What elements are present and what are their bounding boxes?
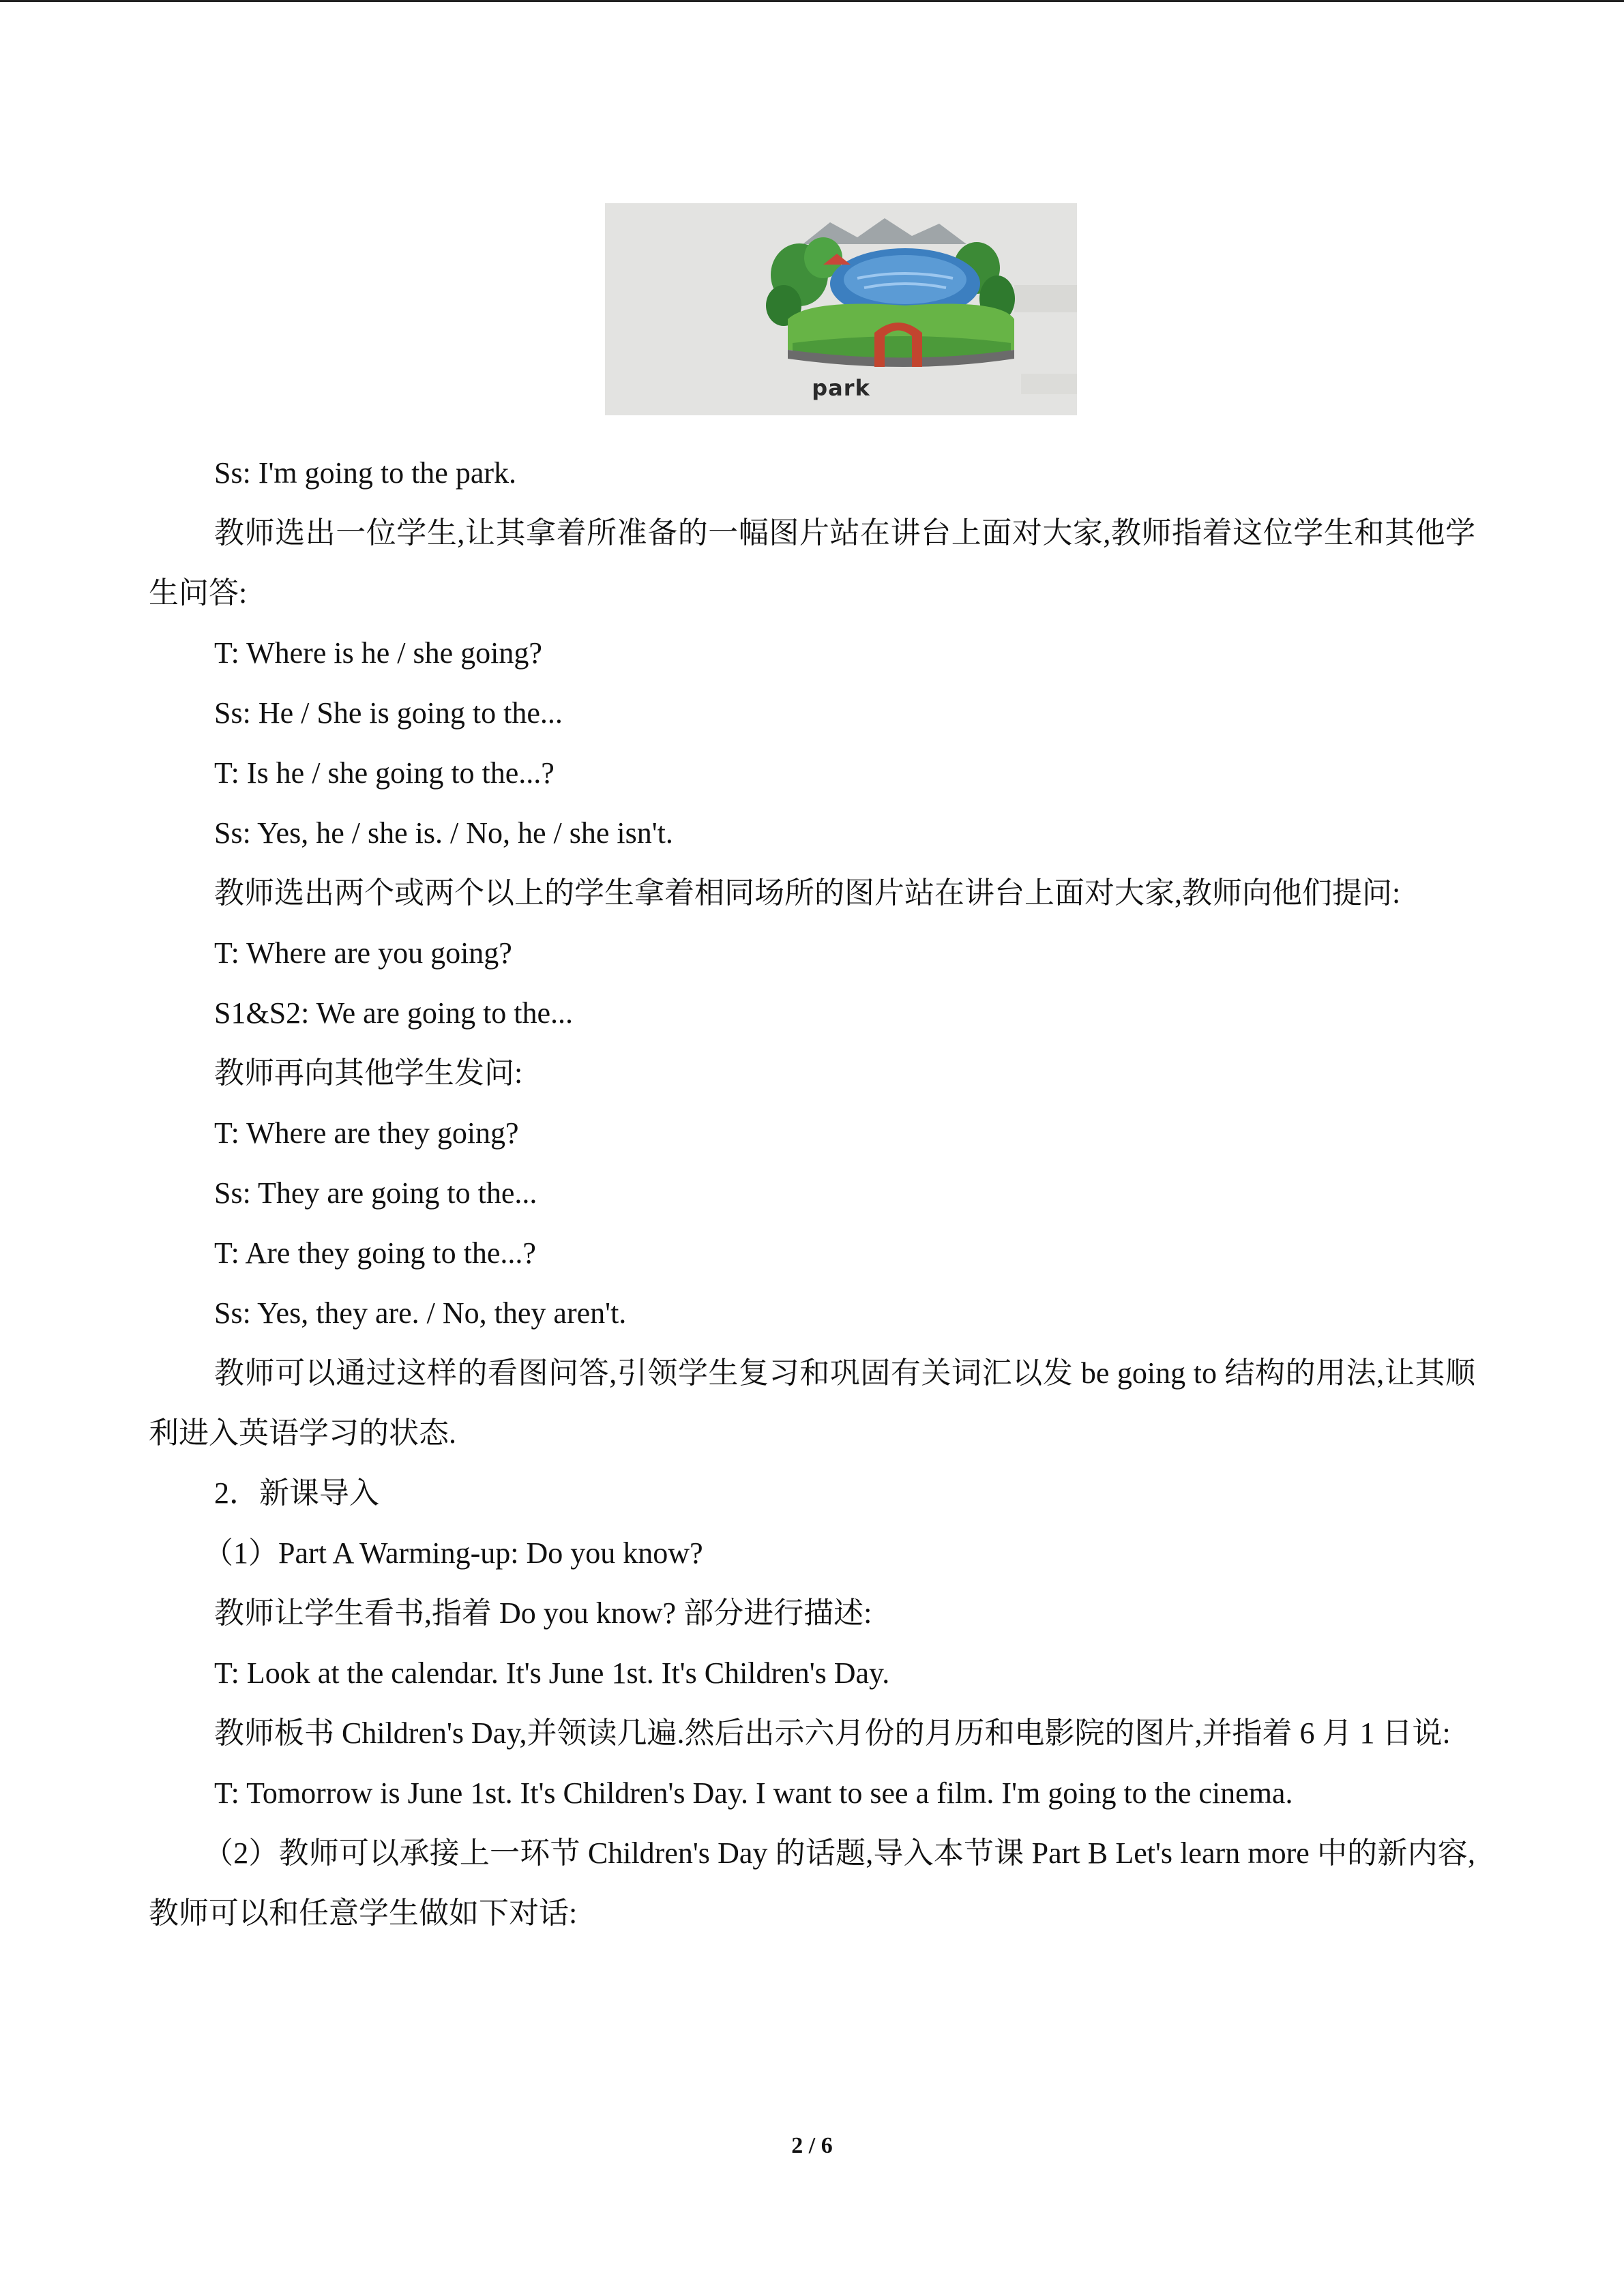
- section-heading: 2．新课导入: [214, 1476, 379, 1510]
- page-number: 2 / 6: [791, 2133, 833, 2158]
- paragraph: 教师可以通过这样的看图问答,引领学生复习和巩固有关词汇以发 be going to 结构的用法,让其顺利进入英语学习的状态.: [149, 1356, 1475, 1450]
- dialogue-line: T: Where are they going?: [214, 1116, 519, 1150]
- subsection-heading: （1）Part A Warming-up: Do you know?: [203, 1536, 703, 1570]
- dialogue-line: T: Is he / she going to the...?: [214, 756, 555, 790]
- dialogue-line: T: Are they going to the...?: [214, 1236, 536, 1270]
- dialogue-line: Ss: Yes, they are. / No, they aren't.: [214, 1296, 627, 1330]
- dialogue-line: Ss: I'm going to the park.: [214, 456, 517, 490]
- park-figure: [605, 203, 1077, 415]
- dialogue-line: T: Where are you going?: [214, 936, 512, 970]
- top-rule: [0, 0, 1624, 2]
- paragraph: 教师板书 Children's Day,并领读几遍.然后出示六月份的月历和电影院的图片,并指着 6 月 1 日说:: [214, 1716, 1451, 1750]
- dialogue-line: T: Tomorrow is June 1st. It's Children's Day. I want to see a film. I'm going to the cinema.: [214, 1776, 1293, 1810]
- paragraph: （2）教师可以承接上一环节 Children's Day 的话题,导入本节课 Part B Let's learn more 中的新内容,教师可以和任意学生做如下对话:: [149, 1836, 1475, 1930]
- dialogue-line: Ss: Yes, he / she is. / No, he / she isn't.: [214, 816, 673, 850]
- dialogue-line: T: Where is he / she going?: [214, 636, 542, 670]
- figure-caption: park: [812, 375, 870, 401]
- paragraph: 教师选出一位学生,让其拿着所准备的一幅图片站在讲台上面对大家,教师指着这位学生和其他学生问答:: [149, 516, 1475, 610]
- dialogue-line: T: Look at the calendar. It's June 1st. It's Children's Day.: [214, 1656, 890, 1690]
- dialogue-line: S1&S2: We are going to the...: [214, 996, 574, 1030]
- instruction-line: 教师再向其他学生发问:: [214, 1056, 523, 1090]
- paragraph: 教师选出两个或两个以上的学生拿着相同场所的图片站在讲台上面对大家,教师向他们提问:: [214, 876, 1401, 910]
- instruction-line: 教师让学生看书,指着 Do you know? 部分进行描述:: [214, 1596, 872, 1630]
- dialogue-line: Ss: He / She is going to the...: [214, 696, 563, 730]
- dialogue-line: Ss: They are going to the...: [214, 1176, 537, 1210]
- document-body: [149, 443, 1475, 1943]
